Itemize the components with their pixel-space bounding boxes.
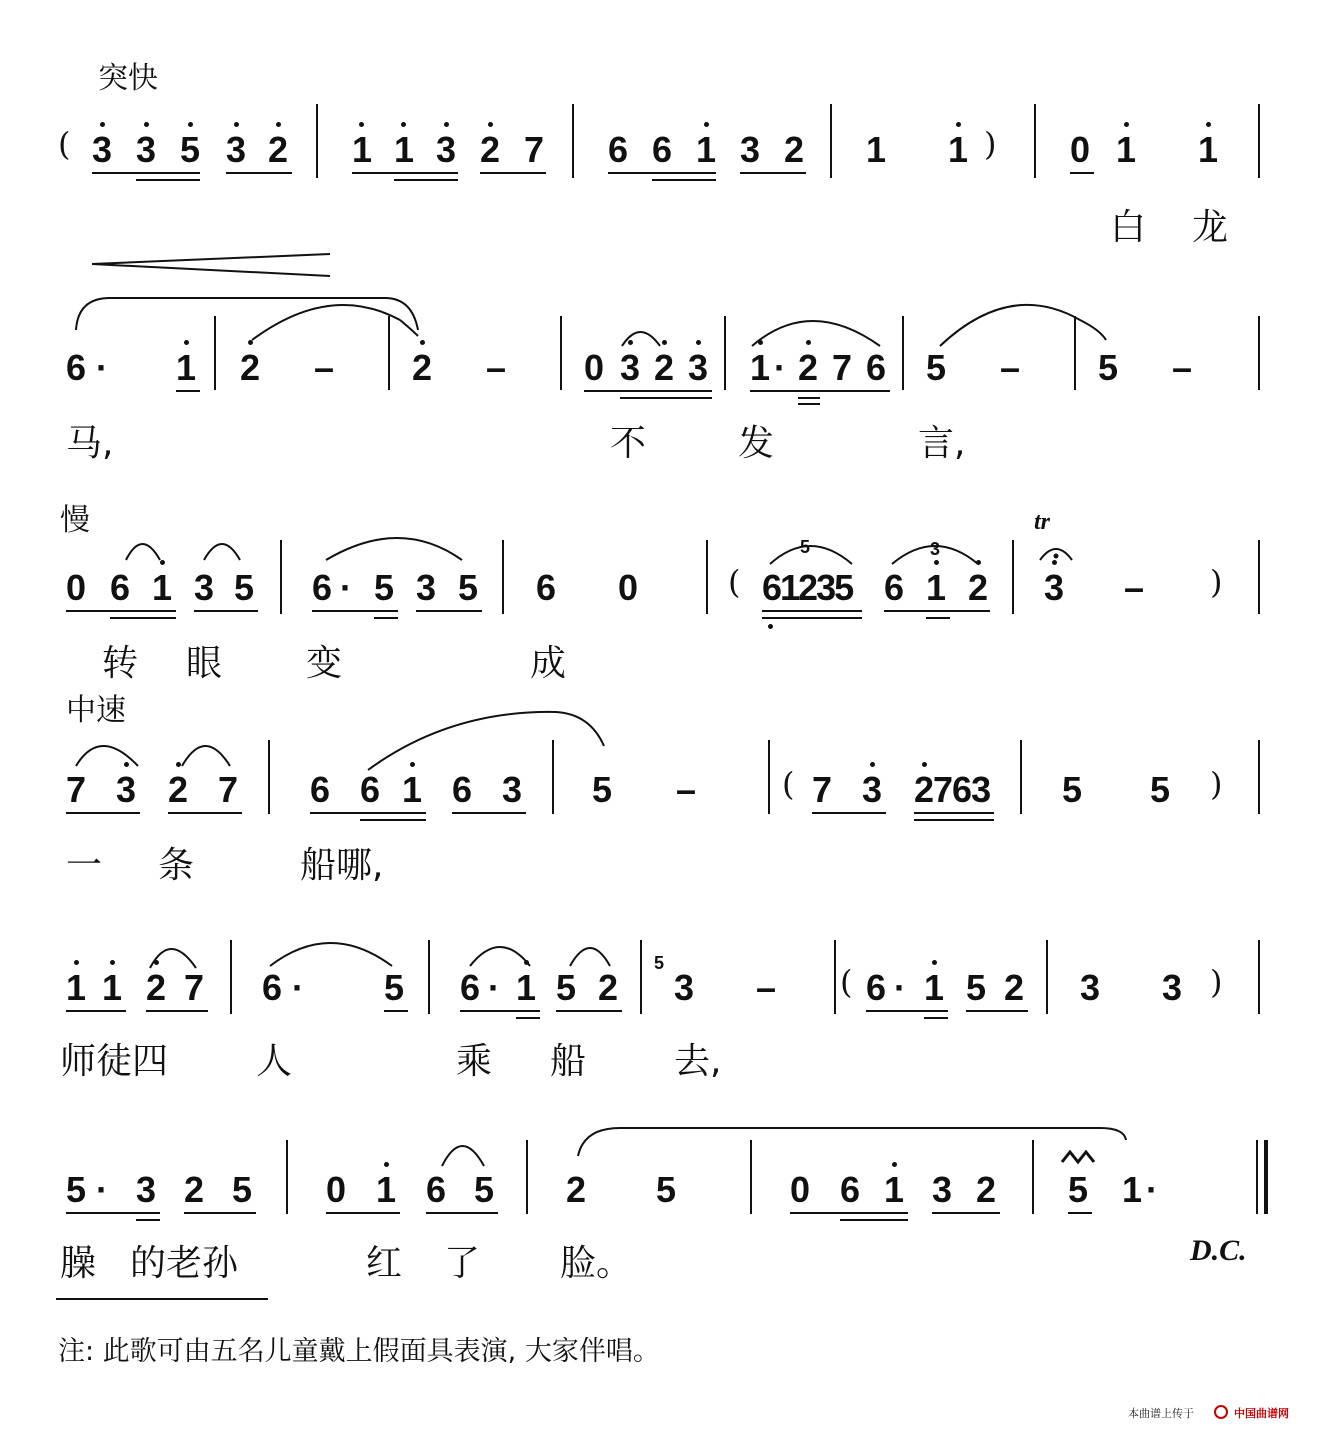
note: 3 (862, 769, 883, 810)
close-paren: ) (1210, 563, 1223, 601)
note: 2 (654, 347, 675, 388)
close-paren: ) (984, 125, 997, 163)
note: 1 (866, 129, 887, 170)
note: 7 (218, 769, 239, 810)
note: 0 (326, 1169, 347, 1210)
note: 2 (240, 347, 261, 388)
footnote: 注: 此歌可由五名儿童戴上假面具表演, 大家伴唱。 (58, 1336, 660, 1367)
note: 0 (66, 567, 87, 608)
note: 2 (184, 1169, 205, 1210)
slur (570, 948, 610, 966)
note: 2 (784, 129, 805, 170)
note: 1 (750, 347, 771, 388)
dash: – (486, 347, 507, 388)
tempo-marking: 突快 (98, 61, 158, 96)
note: 1 (924, 967, 945, 1008)
footer-upload-text: 本曲谱上传于 (1128, 1407, 1194, 1420)
lyric: 去, (674, 1041, 722, 1082)
note: 1 (402, 769, 423, 810)
note: 3 (674, 967, 695, 1008)
lyric: 白 (1110, 207, 1147, 248)
note: 6 (866, 347, 887, 388)
note: 3 (620, 347, 641, 388)
lyric: 师徒四 (60, 1041, 169, 1082)
slur (204, 544, 240, 560)
lyric: 眼 (186, 643, 223, 684)
note: 3 (226, 129, 247, 170)
note: 5 (474, 1169, 495, 1210)
note: 2 (268, 129, 289, 170)
dot-augment: · (340, 567, 352, 608)
grace-note: 5 (654, 953, 665, 973)
note: 6 (426, 1169, 447, 1210)
note: 3 (416, 567, 437, 608)
note: 1 (102, 967, 123, 1008)
note: 5 (180, 129, 201, 170)
lyric: 乘 (456, 1041, 493, 1082)
note: 1 (516, 967, 537, 1008)
note: 1 (696, 129, 717, 170)
dot-augment: · (774, 347, 786, 388)
note: 5 (1062, 769, 1083, 810)
slur (126, 544, 160, 560)
note: 3 (1162, 967, 1183, 1008)
note: 0 (618, 567, 639, 608)
dot-augment: · (1146, 1169, 1158, 1210)
note: 0 (584, 347, 605, 388)
note: 1 (1116, 129, 1137, 170)
lyric: 马, (66, 423, 114, 464)
note: 1 (176, 347, 197, 388)
note: 5 (374, 567, 395, 608)
lyric: 臊 (60, 1243, 97, 1284)
lyric: 人 (256, 1041, 293, 1082)
lyric: 一 (66, 845, 103, 886)
open-paren: ( (840, 963, 853, 1001)
note: 3 (1080, 967, 1101, 1008)
lyric: 条 (158, 845, 195, 886)
note: 1 (66, 967, 87, 1008)
note: 6 (452, 769, 473, 810)
lyric: 船哪, (300, 845, 384, 886)
slur (470, 947, 530, 966)
note: 3 (116, 769, 137, 810)
note: 6 (884, 567, 905, 608)
note: 2 (480, 129, 501, 170)
lyric: 龙 (1192, 207, 1229, 248)
note: 2 (146, 967, 167, 1008)
slur (76, 298, 418, 330)
note: 2 (976, 1169, 997, 1210)
slur (150, 949, 196, 968)
trill-mark: tr (1034, 509, 1051, 535)
decrescendo-hairpin (92, 254, 330, 276)
dot-augment: · (488, 967, 500, 1008)
lyric: 红 (366, 1243, 403, 1284)
note: 2 (412, 347, 433, 388)
note: 3 (688, 347, 709, 388)
note: 7 (524, 129, 545, 170)
note: 6 (66, 347, 87, 388)
note: 1 (1198, 129, 1219, 170)
lyric: 了 (444, 1243, 481, 1284)
note: 6 (536, 567, 557, 608)
note: 3 (740, 129, 761, 170)
note: 5 (1150, 769, 1171, 810)
dash: – (314, 347, 335, 388)
note: 2 (598, 967, 619, 1008)
lyric: 成 (530, 643, 567, 684)
note: 1 (884, 1169, 905, 1210)
note: 3 (932, 1169, 953, 1210)
note: 6 (460, 967, 481, 1008)
note: 5 (926, 347, 947, 388)
note: 1 (352, 129, 373, 170)
footnote-divider (56, 1298, 268, 1300)
note: 2 (1004, 967, 1025, 1008)
note: 6 (310, 769, 331, 810)
close-paren: ) (1210, 963, 1223, 1001)
note-group: 61235 (762, 567, 853, 608)
note: 1 (926, 567, 947, 608)
tie (940, 305, 1106, 346)
grace-note: 3 (930, 539, 941, 559)
close-paren: ) (1210, 765, 1223, 803)
dash: – (1000, 347, 1021, 388)
lyric: 船 (550, 1041, 587, 1082)
slur (752, 321, 880, 346)
lyric: 的老孙 (130, 1243, 239, 1284)
slur (326, 538, 462, 560)
note: 5 (556, 967, 577, 1008)
note-group: 2763 (914, 769, 991, 810)
note: 5 (1098, 347, 1119, 388)
note: 5 (1068, 1169, 1089, 1210)
note: 6 (262, 967, 283, 1008)
lyric: 转 (102, 643, 139, 684)
lyric: 脸。 (560, 1243, 633, 1284)
note: 2 (798, 347, 819, 388)
fermata-dot (1054, 554, 1059, 559)
footer-brand[interactable]: 中国曲谱网 (1234, 1407, 1289, 1420)
note: 7 (812, 769, 833, 810)
note: 3 (436, 129, 457, 170)
note: 6 (608, 129, 629, 170)
note: 7 (184, 967, 205, 1008)
open-paren: ( (58, 125, 71, 163)
lyric: 发 (738, 423, 775, 464)
note: 6 (840, 1169, 861, 1210)
dot-augment: · (292, 967, 304, 1008)
note: 5 (66, 1169, 87, 1210)
note: 3 (502, 769, 523, 810)
open-paren: ( (728, 563, 741, 601)
da-capo-mark: D.C. (1190, 1234, 1247, 1267)
note: 1 (376, 1169, 397, 1210)
note: 6 (866, 967, 887, 1008)
note: 3 (1044, 567, 1065, 608)
note: 1 (152, 567, 173, 608)
note: 7 (832, 347, 853, 388)
note: 5 (234, 567, 255, 608)
dash: – (1124, 567, 1145, 608)
note: 1 (948, 129, 969, 170)
tempo-marking: 慢 (60, 503, 90, 538)
note: 5 (966, 967, 987, 1008)
note: 0 (1070, 129, 1091, 170)
note: 2 (968, 567, 989, 608)
note: 1 (394, 129, 415, 170)
note: 7 (66, 769, 87, 810)
slur (578, 1128, 1126, 1156)
lyric: 不 (610, 423, 647, 464)
slur (182, 746, 230, 766)
open-paren: ( (782, 765, 795, 803)
note: 3 (92, 129, 113, 170)
dot-augment: · (96, 347, 108, 388)
note: 5 (384, 967, 405, 1008)
tie (252, 305, 418, 340)
note: 5 (592, 769, 613, 810)
tie (368, 712, 604, 770)
note: 6 (110, 567, 131, 608)
dot-augment: · (894, 967, 906, 1008)
note: 1 (1122, 1169, 1143, 1210)
note: 5 (656, 1169, 677, 1210)
note: 3 (136, 1169, 157, 1210)
lyric: 变 (306, 643, 343, 684)
slur (770, 546, 852, 564)
dash: – (676, 769, 697, 810)
note: 2 (566, 1169, 587, 1210)
note: 5 (458, 567, 479, 608)
note: 5 (232, 1169, 253, 1210)
grace-note: 5 (800, 537, 811, 557)
site-logo-icon (1214, 1405, 1228, 1419)
slur (270, 943, 392, 966)
lyric: 言, (918, 423, 966, 464)
dash: – (1172, 347, 1193, 388)
mordent-ornament (1062, 1152, 1094, 1162)
note: 2 (168, 769, 189, 810)
note: 6 (360, 769, 381, 810)
note: 0 (790, 1169, 811, 1210)
dash: – (756, 967, 777, 1008)
slur (442, 1146, 484, 1166)
note: 3 (194, 567, 215, 608)
note: 6 (652, 129, 673, 170)
tempo-marking: 中速 (66, 693, 126, 728)
note: 6 (312, 567, 333, 608)
note: 3 (136, 129, 157, 170)
dot-augment: · (96, 1169, 108, 1210)
